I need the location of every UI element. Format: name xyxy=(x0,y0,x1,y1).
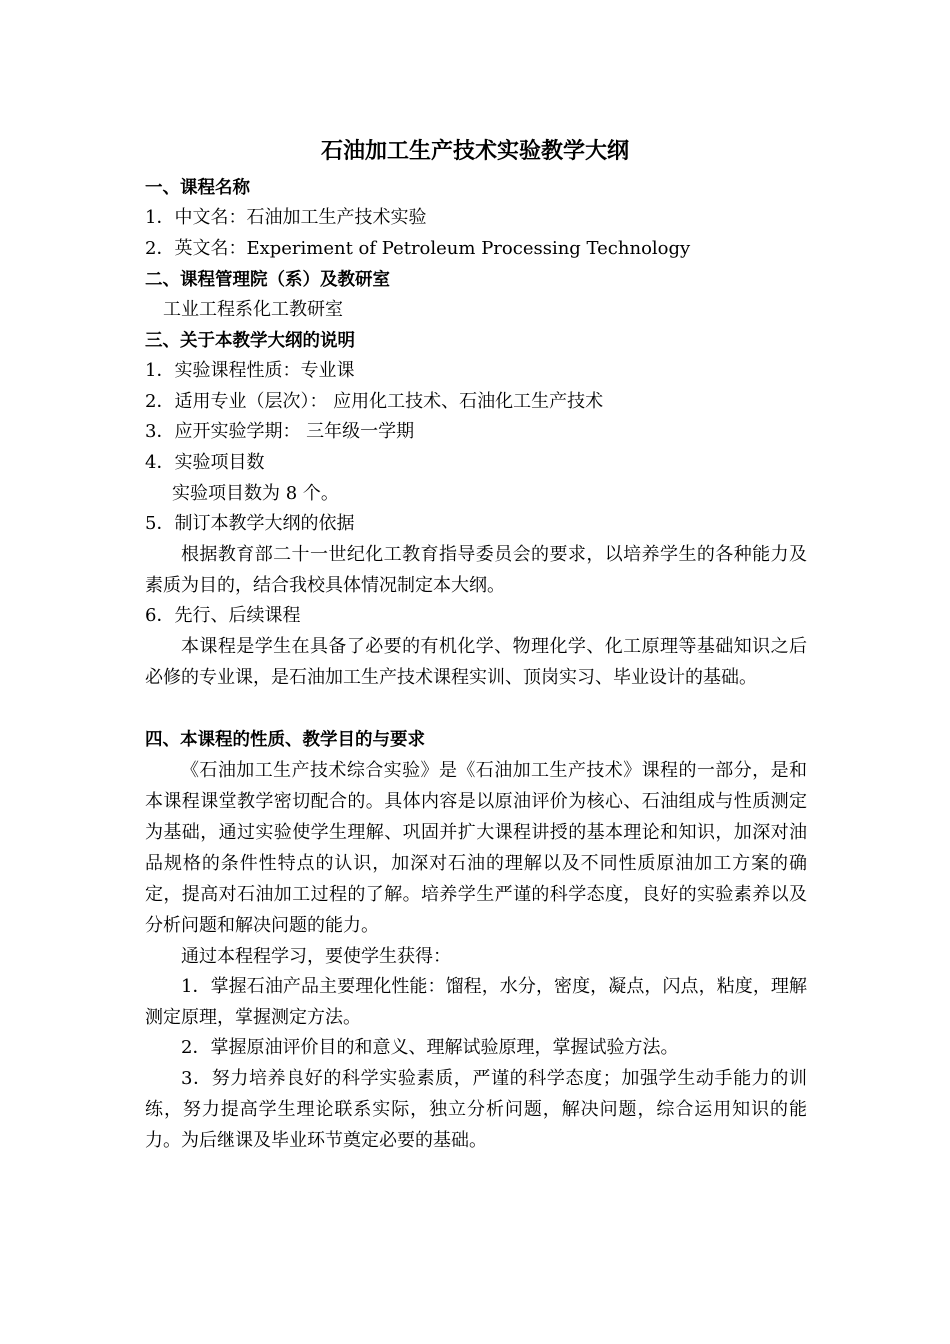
project-count-text: 实验项目数为 8 个。 xyxy=(172,483,339,504)
english-name-line: 2．英文名：Experiment of Petroleum Processing Technology xyxy=(145,238,691,259)
section-heading-department: 二、课程管理院（系）及教研室 xyxy=(145,270,390,290)
applicable-major-line: 2．适用专业（层次）： 应用化工技术、石油化工生产技术 xyxy=(145,391,604,412)
section-heading-course-name: 一、课程名称 xyxy=(145,178,250,198)
objective-item-2: 2．掌握原油评价目的和意义、理解试验原理，掌握试验方法。 xyxy=(181,1037,679,1058)
objective-item-1: 1．掌握石油产品主要理化性能：馏程，水分，密度，凝点，闪点，粘度，理解测定原理，掌握测定方法。 xyxy=(145,976,807,1028)
course-nature-line: 1．实验课程性质：专业课 xyxy=(145,360,355,381)
section-heading-objectives: 四、本课程的性质、教学目的与要求 xyxy=(145,730,425,750)
section-heading-syllabus-notes: 三、关于本教学大纲的说明 xyxy=(145,331,355,351)
objective-item-3: 3．努力培养良好的科学实验素质，严谨的科学态度；加强学生动手能力的训练，努力提高学生理论联系实际，独立分析问题，解决问题，综合运用知识的能力。为后继课及毕业环节奠定必要的基础。 xyxy=(145,1068,807,1151)
department-line: 工业工程系化工教研室 xyxy=(163,299,343,320)
prerequisite-paragraph: 本课程是学生在具备了必要的有机化学、物理化学、化工原理等基础知识之后必修的专业课，是石油加工生产技术课程实训、顶岗实习、毕业设计的基础。 xyxy=(145,636,807,688)
project-count-heading: 4．实验项目数 xyxy=(145,452,265,473)
objectives-paragraph: 《石油加工生产技术综合实验》是《石油加工生产技术》课程的一部分，是和本课程课堂教学密切配合的。具体内容是以原油评价为核心、石油组成与性质测定为基础，通过实验使学生理解、巩固并扩大课程讲授的基本理论和知识，加深对油品规格的条件性特点的认识，加深对石油的理解以及不同性质原油加工方案的确定，提高对石油加工过程的了解。培养学生严谨的科学态度，良好的实验素养以及分析问题和解决问题的能力。 xyxy=(145,760,807,936)
basis-heading: 5．制订本教学大纲的依据 xyxy=(145,513,355,534)
prerequisite-heading: 6．先行、后续课程 xyxy=(145,605,301,626)
semester-line: 3．应开实验学期： 三年级一学期 xyxy=(145,421,415,442)
basis-paragraph: 根据教育部二十一世纪化工教育指导委员会的要求，以培养学生的各种能力及素质为目的，结合我校具体情况制定本大纲。 xyxy=(145,544,807,596)
document-title: 石油加工生产技术实验教学大纲 xyxy=(320,139,629,164)
learning-intro-paragraph: 通过本程程学习，要使学生获得： xyxy=(181,946,451,967)
chinese-name-line: 1．中文名：石油加工生产技术实验 xyxy=(145,207,427,228)
